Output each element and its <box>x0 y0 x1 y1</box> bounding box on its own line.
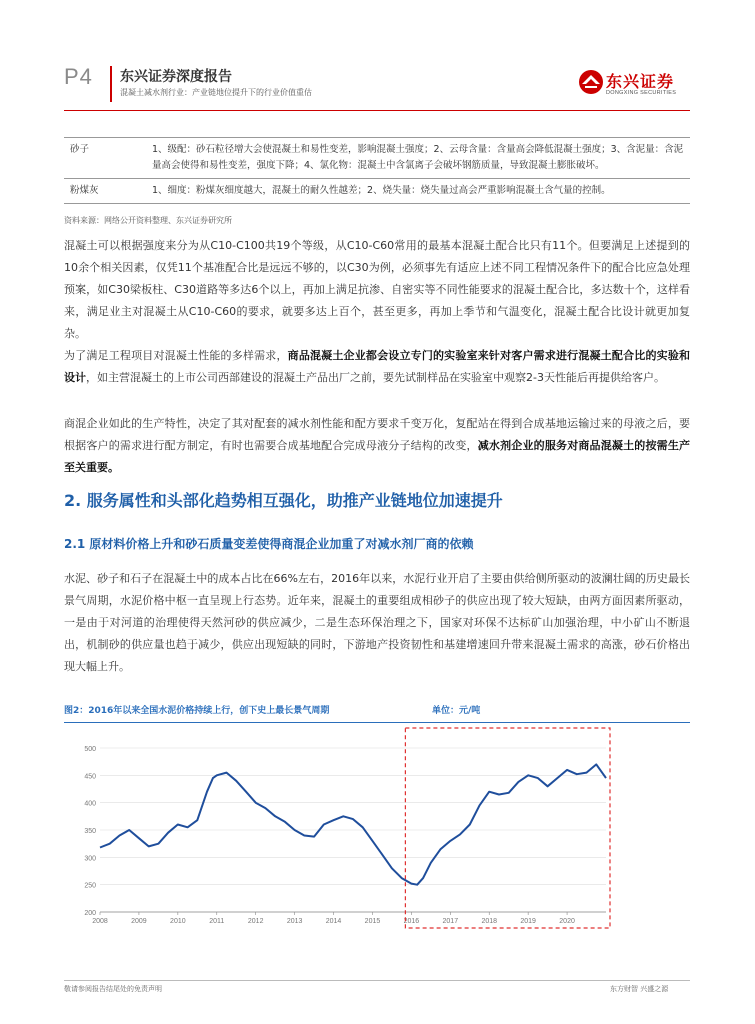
x-tick-label: 2015 <box>364 918 381 925</box>
table-row <box>64 138 690 179</box>
x-tick-label: 2019 <box>520 918 536 925</box>
x-tick-label: 2011 <box>209 918 225 925</box>
y-tick-label: 450 <box>84 773 96 781</box>
table-row <box>64 179 690 204</box>
x-tick-label: 2009 <box>131 918 147 925</box>
table-source: 资料来源：网络公开资料整理、东兴证券研究所 <box>64 216 232 225</box>
table-value: 1、细度：粉煤灰细度越大，混凝土的耐久性越差；2、烧失量：烧失量过高会严重影响混凝土含气量的控制。 <box>146 179 690 204</box>
y-tick-label: 300 <box>84 855 96 863</box>
logo-emblem-icon <box>578 68 604 96</box>
header-divider <box>110 66 112 102</box>
y-tick-label: 500 <box>84 746 96 753</box>
company-logo <box>578 66 696 106</box>
paragraph-3: 商混企业如此的生产特性，决定了其对配套的减水剂性能和配方要求千变万化，复配站在得到合成基地运输过来的母液之后，要根据客户的需求进行配方制定，有时也需要合成基地配合完成母液分子结构的改变，减水剂企业的服务对商品混凝土的按需生产至关重要。 <box>64 417 691 474</box>
report-subtitle: 混凝土减水剂行业：产业链地位提升下的行业价值重估 <box>120 88 312 97</box>
paragraph-1: 混凝土可以根据强度来分为从C10-C100共19个等级，从C10-C60常用的最基本混凝土配合比只有11个。但要满足上述提到的10余个相关因素，仅凭11个基准配合比是远远不够的，以C30为例，必须事先有适应上述不同工程情况条件下的配合比应急处理预案，如C30梁板柱、C30道路等多达6个以上，再加上满足抗渗、自密实等不同性能要求的混凝土配合比，多达数十个，这样看来，满足业主对混凝土从C10-C60的要求，就要多达上百个，甚至更多，再加上季节和气温变化，混凝土配合比设计就更加复杂。 <box>64 239 690 340</box>
cement-price-chart <box>64 724 690 929</box>
x-tick-label: 2017 <box>442 918 459 925</box>
y-tick-label: 350 <box>84 828 96 835</box>
logo-text-en: DONGXING SECURITIES <box>606 90 677 96</box>
x-tick-label: 2013 <box>286 918 303 925</box>
x-tick-label: 2010 <box>170 918 186 925</box>
header-rule <box>64 110 690 111</box>
x-tick-label: 2012 <box>247 918 264 925</box>
x-tick-label: 2018 <box>481 918 498 925</box>
y-tick-label: 400 <box>84 800 96 808</box>
x-tick-label: 2020 <box>559 918 575 925</box>
report-title: 东兴证券深度报告 <box>120 69 232 85</box>
highlight-box <box>405 728 610 928</box>
x-tick-label: 2014 <box>325 918 342 925</box>
paragraph-2: 为了满足工程项目对混凝土性能的多样需求，商品混凝土企业都会设立专门的实验室来针对客户需求进行混凝土配合比的实验和设计，如主营混凝土的上市公司西部建设的混凝土产品出厂之前，要先试制样品在实验室中观察2-3天性能后再提供给客户。 <box>64 349 691 384</box>
figure-title: 图2：2016年以来全国水泥价格持续上行，创下史上最长景气周期 <box>64 706 330 716</box>
materials-table <box>64 137 690 204</box>
logo-text-cn: 东兴证券 <box>606 72 675 91</box>
figure-rule <box>64 722 690 723</box>
footer-slogan: 东方财智 兴盛之源 <box>610 985 669 993</box>
x-tick-label: 2016 <box>403 918 420 925</box>
y-tick-label: 250 <box>84 882 96 890</box>
series-line <box>100 764 606 884</box>
page-number: P4 <box>64 64 93 89</box>
table-key: 砂子 <box>64 138 146 179</box>
table-value: 1、级配：砂石粒径增大会使混凝土和易性变差，影响混凝土强度；2、云母含量：含量高会降低混凝土强度；3、含泥量：含泥量高会使得和易性变差，强度下降；4、氯化物：混凝土中含氯离子会破坏钢筋质量，导致混凝土膨胀破坏。 <box>146 138 690 179</box>
figure-unit: 单位：元/吨 <box>432 706 481 716</box>
footer-disclaimer: 敬请参阅报告结尾处的免责声明 <box>64 985 162 993</box>
table-key: 粉煤灰 <box>64 179 146 204</box>
footer-rule <box>64 980 690 981</box>
subsection-heading: 2.1 原材料价格上升和砂石质量变差使得商混企业加重了对减水剂厂商的依赖 <box>64 537 474 551</box>
section-heading: 2. 服务属性和头部化趋势相互强化，助推产业链地位加速提升 <box>64 491 503 510</box>
x-tick-label: 2008 <box>92 918 108 925</box>
paragraph-4: 水泥、砂子和石子在混凝土中的成本占比在66%左右，2016年以来，水泥行业开启了主要由供给侧所驱动的波澜壮阔的历史最长景气周期，水泥价格中枢一直呈现上行态势。近年来，混凝土的重要组成相砂子的供应出现了较大短缺，由两方面因素所驱动，一是由于对河道的治理使得天然河砂的供应减少，二是生态环保治理之下，国家对环保不达标矿山加强治理，中小矿山不断退出，机制砂的供应量也趋于减少，供应出现短缺的同时，下游地产投资韧性和基建增速回升带来混凝土需求的高涨，砂石价格出现大幅上升。 <box>64 572 690 673</box>
y-tick-label: 200 <box>84 910 96 917</box>
